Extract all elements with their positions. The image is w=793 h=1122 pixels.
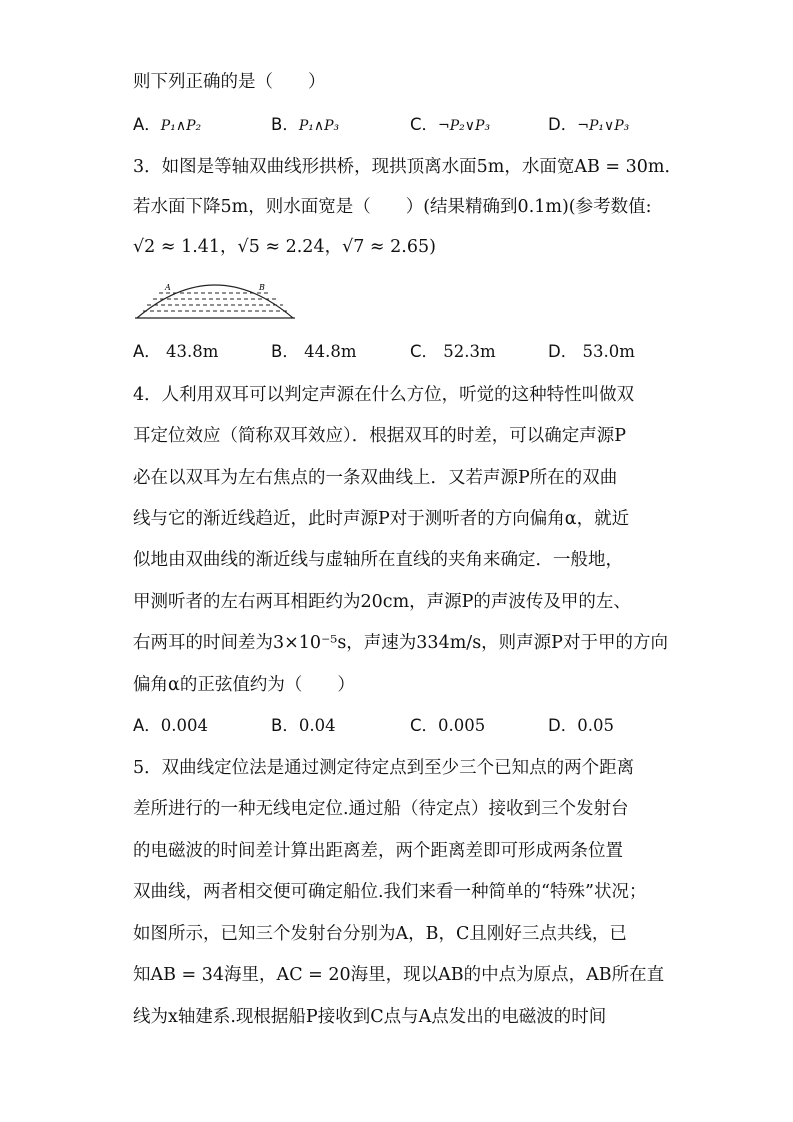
question-3-line-1: 3．如图是等轴双曲线形拱桥，现拱顶离水面5m，水面宽AB = 30m．	[133, 157, 683, 177]
option-c: C． 52.3m	[410, 342, 496, 361]
option-c: C．¬P₂∨P₃	[410, 115, 491, 134]
option-a: A． 43.8m	[133, 342, 219, 361]
option-d: D．¬P₁∨P₃	[548, 115, 630, 134]
question-3-line-3: √2 ≈ 1.41，√5 ≈ 2.24，√7 ≈ 2.65)	[133, 237, 436, 257]
arch-bridge-figure	[135, 270, 295, 322]
question-4-line-1: 4．人利用双耳可以判定声源在什么方位，听觉的这种特性叫做双	[133, 385, 635, 405]
options-prev	[133, 113, 693, 137]
question-5-line-3: 的电磁波的时间差计算出距离差，两个距离差即可形成两条位置	[133, 841, 623, 861]
question-5-line-4: 双曲线，两者相交便可确定船位.我们来看一种简单的“特殊”状况；	[133, 882, 647, 902]
question-prev-tail: 则下列正确的是（ ）	[133, 72, 326, 92]
option-a: A．0.004	[133, 716, 209, 735]
options-q4	[133, 714, 693, 738]
point-b-label: B	[259, 283, 265, 292]
question-4-line-8: 偏角α的正弦值约为（ ）	[133, 675, 355, 695]
question-4-line-5: 似地由双曲线的渐近线与虚轴所在直线的夹角来确定．一般地，	[133, 550, 623, 570]
point-a-label: A	[165, 283, 171, 292]
options-q3	[133, 340, 693, 364]
question-5-line-1: 5．双曲线定位法是通过测定待定点到至少三个已知点的两个距离	[133, 758, 635, 778]
question-5-line-7: 线为x轴建系.现根据船P接收到C点与A点发出的电磁波的时间	[133, 1007, 607, 1027]
option-b: B．P₁∧P₃	[271, 115, 340, 134]
question-4-line-2: 耳定位效应（简称双耳效应）．根据双耳的时差，可以确定声源P	[133, 426, 627, 446]
question-5-line-6: 知AB = 34海里，AC = 20海里，现以AB的中点为原点，AB所在直	[133, 965, 665, 985]
question-5-line-5: 如图所示，已知三个发射台分别为A，B，C且刚好三点共线，已	[133, 924, 627, 944]
option-b: B． 44.8m	[271, 342, 357, 361]
question-4-line-4: 线与它的渐近线趋近，此时声源P对于测听者的方向偏角α，就近	[133, 509, 630, 529]
option-c: C．0.005	[410, 716, 486, 735]
question-4-line-7: 右两耳的时间差为3×10⁻⁵s，声速为334m/s，则声源P对于甲的方向	[133, 633, 668, 653]
question-4-line-3: 必在以双耳为左右焦点的一条双曲线上．又若声源P所在的双曲	[133, 468, 618, 488]
option-a: A．P₁∧P₂	[133, 115, 202, 134]
option-d: D． 53.0m	[548, 342, 635, 361]
question-3-line-2: 若水面下降5m，则水面宽是（ ）(结果精确到0.1m)(参考数值:	[133, 197, 652, 217]
question-5-line-2: 差所进行的一种无线电定位.通过船（待定点）接收到三个发射台	[133, 799, 629, 819]
option-d: D．0.05	[548, 716, 614, 735]
option-b: B．0.04	[271, 716, 336, 735]
question-4-line-6: 甲测听者的左右两耳相距约为20cm，声源P的声波传及甲的左、	[133, 592, 631, 612]
